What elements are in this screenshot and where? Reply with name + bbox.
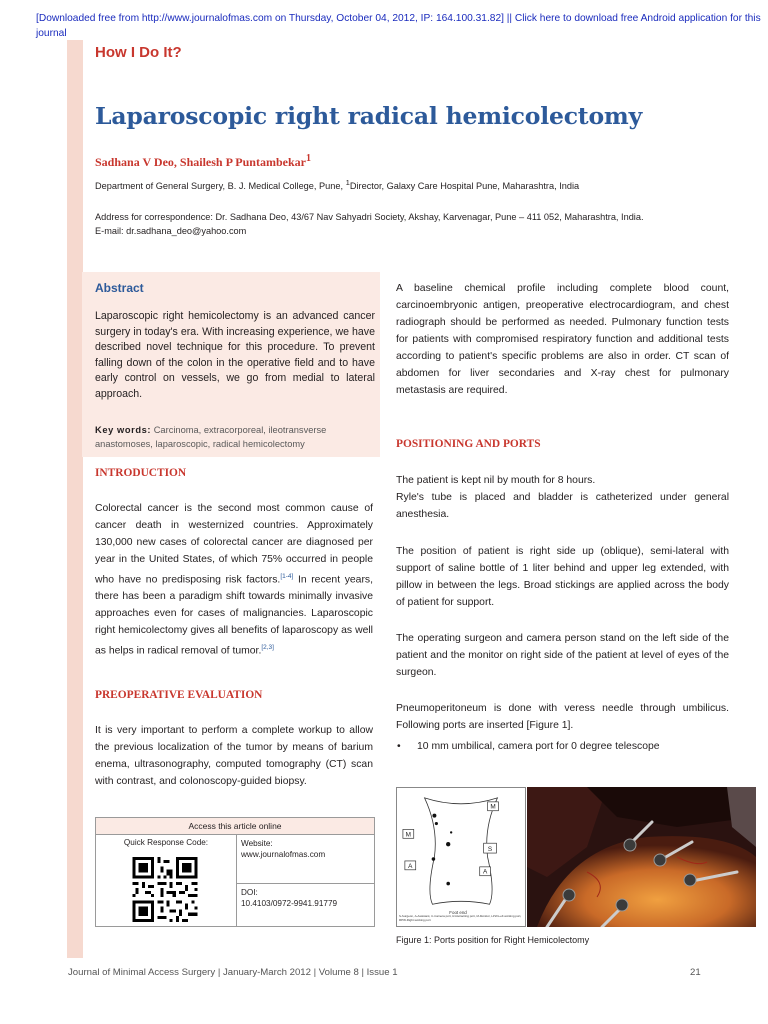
authors bbox=[95, 153, 311, 170]
port-list-item-text: 10 mm umbilical, camera port for 0 degree telescope bbox=[417, 741, 660, 752]
doi-link[interactable]: 10.4103/0972-9941.91779 bbox=[241, 899, 338, 908]
intro-text-a: Colorectal cancer is the second most common cause of cancer death in westernized countries. Approximately 130,000 new cases of colorectal cancer are diagnosed per year in the United States, of which 75% occurred in people who have no predisposing risk factors. bbox=[95, 503, 373, 586]
port-position-diagram bbox=[396, 787, 526, 927]
authors-superscript: 1 bbox=[305, 153, 311, 164]
keywords bbox=[95, 423, 375, 451]
positioning-heading: POSITIONING AND PORTS bbox=[396, 438, 541, 450]
affiliation-text-a: Department of General Surgery, B. J. Medical College, Pune, bbox=[95, 181, 346, 192]
side-color-band bbox=[67, 40, 83, 958]
positioning-p1-line1: The patient is kept nil by mouth for 8 hours. bbox=[396, 475, 596, 486]
article-links-cell bbox=[237, 835, 375, 926]
diagram-foot-label: Foot end bbox=[449, 910, 467, 916]
authors-names: Sadhana V Deo, Shailesh P Puntambekar bbox=[95, 155, 306, 169]
footer-journal-info: Journal of Minimal Access Surgery | January-March 2012 | Volume 8 | Issue 1 bbox=[68, 967, 398, 978]
intro-text-b: In recent years, there has been a paradigm shift towards minimally invasive approaches even for cases of malignancies. Laparoscopic right hemicolectomy gives all benefits of laparoscopy as well as helps in radical removal of tumor. bbox=[95, 574, 373, 657]
doi-cell bbox=[237, 884, 375, 912]
access-article-box bbox=[95, 817, 375, 927]
preoperative-heading: PREOPERATIVE EVALUATION bbox=[95, 689, 263, 701]
keywords-label: Key words: bbox=[95, 425, 152, 435]
access-box-heading: Access this article online bbox=[96, 818, 374, 835]
positioning-p1-line2: Ryle's tube is placed and bladder is catheterized under general anesthesia. bbox=[396, 492, 729, 520]
correspondence-email[interactable]: E-mail: dr.sadhana_deo@yahoo.com bbox=[95, 226, 247, 236]
figure-caption: Figure 1: Ports position for Right Hemicolectomy bbox=[396, 935, 590, 945]
website-label: Website: bbox=[241, 839, 273, 848]
preoperative-paragraph: It is very important to perform a complete workup to allow the previous localization of the tumor by means of barium enema, ultrasonography, computed tomography (CT) scan with contrast, and colonoscopy-guided biopsy. bbox=[95, 725, 373, 787]
diagram-label-monitor-left: M bbox=[405, 831, 411, 839]
introduction-heading: INTRODUCTION bbox=[95, 467, 187, 479]
affiliation bbox=[95, 178, 579, 191]
article-title: Laparoscopic right radical hemicolectomy bbox=[95, 102, 643, 130]
operative-photo bbox=[527, 787, 756, 927]
diagram-label-assistant-right: A bbox=[482, 868, 488, 876]
diagram-label-assistant-left: A bbox=[408, 862, 413, 870]
positioning-paragraph-1 bbox=[396, 472, 729, 523]
website-link[interactable]: www.journalofmas.com bbox=[241, 850, 326, 859]
positioning-paragraph-3: The operating surgeon and camera person stand on the left side of the patient and the monitor on right side of the patient at level of eyes of the surgeon. bbox=[396, 633, 729, 678]
baseline-paragraph: A baseline chemical profile including complete blood count, carcinoembryonic antigen, preoperative electrocardiogram, and chest radiograph should be performed as needed. Pulmonary function tests for patients with compromised respiratory function and additional tests according to patient's specific problems are also in order. CT scan of abdomen for liver secondaries and X-ray chest for pulmonary metastasis are required. bbox=[396, 283, 729, 396]
qr-code-icon[interactable] bbox=[131, 857, 199, 922]
abstract-heading: Abstract bbox=[95, 281, 144, 295]
positioning-paragraph-2: The position of patient is right side up (oblique), semi-lateral with support of saline bottle of 1 liter behind and upper leg extended, with pillow in between the legs. Broad stickings are applied across the body of patient for support. bbox=[396, 546, 729, 608]
keywords-list: Carcinoma, extracorporeal, ileotransverse anastomoses, laparoscopic, radical hemicolectomy bbox=[95, 425, 327, 449]
positioning-paragraph-4: Pneumoperitoneum is done with veress needle through umbilicus. Following ports are inserted [Figure 1]. bbox=[396, 703, 729, 731]
download-banner-line1[interactable]: [Downloaded free from http://www.journalofmas.com on Thursday, October 04, 2012, IP: 164.100.31.82] || Click here to download free Android application for this bbox=[36, 13, 761, 24]
correspondence-address: Address for correspondence: Dr. Sadhana Deo, 43/67 Nav Sahyadri Society, Akshay, Karvenagar, Pune – 411 052, Maharashtra, India. bbox=[95, 212, 644, 222]
doi-label: DOI: bbox=[241, 888, 258, 897]
affiliation-text-b: Director, Galaxy Care Hospital Pune, Maharashtra, India bbox=[349, 181, 580, 192]
affiliation-superscript: 1 bbox=[345, 178, 350, 187]
website-cell bbox=[237, 835, 375, 884]
download-banner-line2[interactable]: journal bbox=[36, 28, 67, 39]
qr-cell bbox=[96, 835, 237, 926]
footer-page-number: 21 bbox=[690, 967, 701, 978]
diagram-legend: S-Surgeon, A-Assistant, C-Camera port, R-Retracting port, M-Monitor, LPW-Left working port, RPW-Right working port bbox=[398, 915, 522, 922]
download-banner[interactable] bbox=[36, 11, 764, 41]
diagram-label-monitor-top: M bbox=[490, 803, 496, 811]
section-label: How I Do It? bbox=[95, 44, 182, 61]
introduction-paragraph bbox=[95, 500, 373, 660]
bullet-icon: • bbox=[397, 741, 401, 752]
intro-ref-2[interactable]: [2,3] bbox=[261, 644, 274, 652]
diagram-label-surgeon: S bbox=[487, 846, 493, 854]
qr-label: Quick Response Code: bbox=[123, 838, 209, 847]
port-list-item bbox=[397, 739, 660, 755]
correspondence bbox=[95, 210, 735, 238]
intro-ref-1[interactable]: [1-4] bbox=[280, 573, 294, 580]
abstract-text: Laparoscopic right hemicolectomy is an advanced cancer surgery in today's era. With increasing experience, we have described novel technique for this procedure. To prevent falling down of the colon in the operative field and to have early control on vessels, we go from medial to lateral approach. bbox=[95, 310, 375, 400]
